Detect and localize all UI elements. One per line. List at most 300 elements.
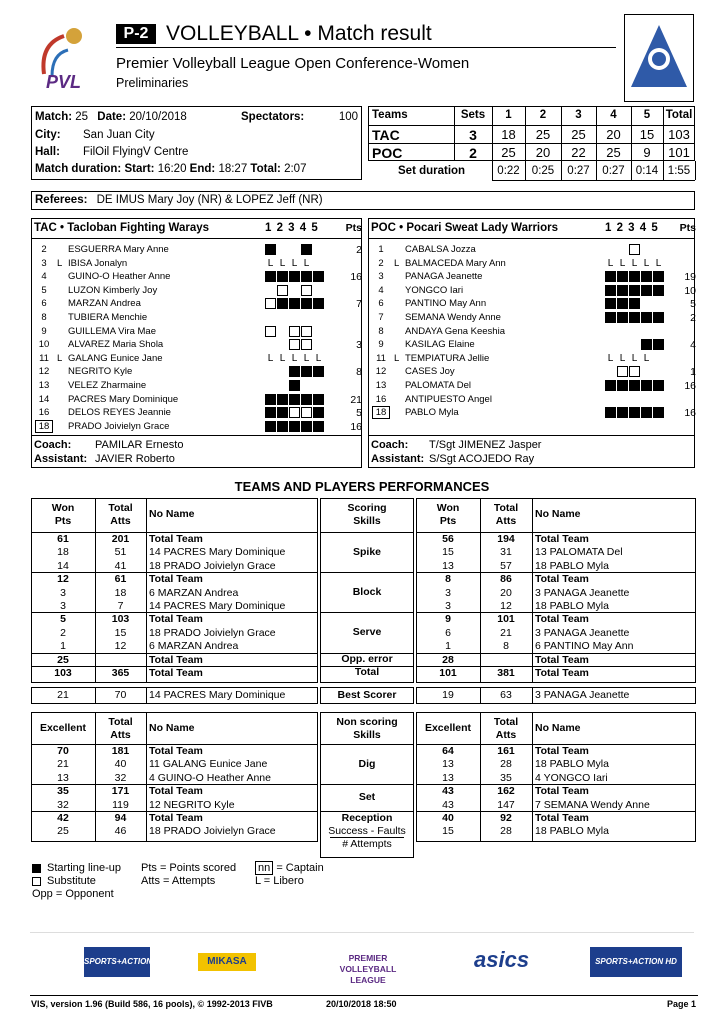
total-attempts: 31 <box>500 546 512 559</box>
player-set-squares <box>605 365 665 379</box>
total-team-label: Total Team <box>535 653 589 666</box>
won-points: 61 <box>57 533 69 545</box>
empty-set-slot <box>277 339 288 350</box>
player-points <box>672 325 696 339</box>
won-points: 15 <box>442 546 454 559</box>
end-time: 18:27 <box>218 163 248 175</box>
starting-square-icon <box>629 380 640 391</box>
libero-marker: L <box>394 352 400 364</box>
player-name: PABLO Myla <box>405 407 459 419</box>
libero-set-marker: L <box>619 257 626 269</box>
substitute-square-icon <box>301 339 312 350</box>
empty-set-slot <box>653 353 664 364</box>
player-number: 2 <box>41 244 47 255</box>
empty-set-slot <box>265 312 276 323</box>
player-number: 6 <box>378 298 384 310</box>
empty-set-slot <box>641 394 652 405</box>
set-duration-5: 0:14 <box>635 165 659 177</box>
total-attempts: 28 <box>500 825 512 838</box>
score-set-3: 25 <box>571 127 586 142</box>
set-duration-4: 0:27 <box>602 165 625 177</box>
starting-square-icon <box>313 298 324 309</box>
sports-vision-icon <box>625 15 693 101</box>
player-name: 6 MARZAN Andrea <box>149 586 239 599</box>
starting-square-icon <box>641 312 652 323</box>
empty-set-slot <box>301 312 312 323</box>
total-attempts: 119 <box>112 798 129 811</box>
starting-square-icon <box>617 380 628 391</box>
player-points: 7 <box>356 298 362 311</box>
player-set-squares <box>605 379 665 393</box>
player-set-squares <box>265 284 325 298</box>
header-won: Won <box>436 502 460 514</box>
column-rule <box>146 712 147 842</box>
total-attempts: 201 <box>111 533 130 545</box>
empty-set-slot <box>605 244 616 255</box>
player-name: ALVAREZ Maria Shola <box>68 339 164 351</box>
legend-captain: = Captain <box>276 862 324 874</box>
player-name: CASES Joy <box>405 366 455 378</box>
won-points: 56 <box>442 533 454 545</box>
header-total: Total <box>108 502 133 514</box>
player-set-squares <box>605 297 665 311</box>
total-attempts: 92 <box>500 812 512 824</box>
score-header-5: 4 <box>610 109 617 121</box>
total-label: Total: <box>250 163 281 175</box>
pvl-logo-text: PVL <box>46 72 82 92</box>
legend-captain-number: nn <box>255 861 273 875</box>
player-number: 1 <box>378 244 384 255</box>
empty-set-slot <box>605 339 616 350</box>
empty-set-slot <box>289 285 300 296</box>
starting-square-icon <box>32 864 41 873</box>
player-name: GUINO-O Heather Anne <box>68 271 171 283</box>
player-name: PANAGA Jeanette <box>405 271 483 283</box>
starting-square-icon <box>301 421 312 432</box>
match-date: 20/10/2018 <box>129 111 187 123</box>
total-attempts: 28 <box>500 758 512 771</box>
sponsor-asics-logo: asics <box>474 947 530 972</box>
total-attempts: 161 <box>497 745 515 757</box>
score-set-1: 18 <box>501 127 516 142</box>
hall-label: Hall: <box>35 146 60 158</box>
referees-label: Referees: <box>35 194 88 206</box>
score-set-2: 20 <box>535 145 551 160</box>
empty-set-slot <box>289 244 300 255</box>
empty-set-slot <box>313 380 324 391</box>
starting-square-icon <box>313 407 324 418</box>
player-name: ESGUERRA Mary Anne <box>68 244 169 255</box>
starting-square-icon <box>301 271 312 282</box>
legend-right <box>255 862 324 888</box>
player-number: 16 <box>375 393 387 405</box>
player-number: 7 <box>378 312 384 323</box>
player-points <box>672 257 696 271</box>
score-bottom-rule <box>492 180 695 181</box>
player-points <box>338 257 362 271</box>
score-set-1: 25 <box>501 145 516 160</box>
match-number: 25 <box>75 111 89 123</box>
player-number: 4 <box>378 284 384 296</box>
libero-set-marker: L <box>279 352 286 364</box>
set-duration-1: 0:22 <box>497 165 520 177</box>
set-duration-label: Set duration <box>398 165 466 177</box>
substitute-square-icon <box>629 244 640 255</box>
player-number: 13 <box>38 380 50 391</box>
score-set-5: 15 <box>639 127 655 142</box>
starting-square-icon <box>617 298 628 309</box>
won-points: 3 <box>60 586 66 599</box>
empty-set-slot <box>265 380 276 391</box>
row-rule <box>320 744 414 745</box>
player-number: 11 <box>39 352 49 364</box>
team_b-pts-label: Pts <box>679 222 696 234</box>
legend <box>32 862 121 901</box>
substitute-square-icon <box>629 366 640 377</box>
score-total: 103 <box>668 127 690 142</box>
footer-page: Page 1 <box>666 999 696 1009</box>
player-number: 14 <box>38 393 50 405</box>
empty-set-slot <box>277 244 288 255</box>
empty-set-slot <box>617 394 628 405</box>
empty-set-slot <box>653 298 664 309</box>
won-points: 2 <box>60 626 66 639</box>
player-points <box>672 352 696 366</box>
starting-square-icon <box>265 394 276 405</box>
match-row <box>35 110 187 124</box>
excellent-count: 70 <box>57 745 69 757</box>
starting-square-icon <box>641 380 652 391</box>
total-attempts: 35 <box>500 771 512 784</box>
player-name: 14 PACRES Mary Dominique <box>149 546 286 559</box>
starting-square-icon <box>277 394 288 405</box>
empty-set-slot <box>277 326 288 337</box>
total-team-label: Total Team <box>149 533 203 545</box>
best-scorer-name: 3 PANAGA Jeanette <box>535 689 630 701</box>
player-name: 18 PRADO Joivielyn Grace <box>149 559 276 572</box>
total-time: 2:07 <box>284 163 307 175</box>
team_a-staff-rule <box>31 435 362 436</box>
won-points: 103 <box>54 667 72 679</box>
total-team-label: Total Team <box>535 573 589 586</box>
skill-block: Block <box>352 585 382 598</box>
empty-set-slot <box>277 380 288 391</box>
sports-vision-text: SPORTS VISION <box>627 88 691 97</box>
player-points: 5 <box>690 298 696 311</box>
player-points: 16 <box>350 420 362 433</box>
player-name: VELEZ Zharmaine <box>68 380 147 391</box>
title-rule <box>116 47 616 48</box>
player-set-squares <box>605 311 665 325</box>
header-atts: Atts <box>495 515 517 527</box>
player-name: GALANG Eunice Jane <box>68 352 163 364</box>
empty-set-slot <box>617 339 628 350</box>
player-name: 4 GUINO-O Heather Anne <box>149 771 271 784</box>
page-title: VOLLEYBALL • Match result <box>166 22 432 45</box>
total-attempts <box>480 654 532 667</box>
match-label: Match: <box>35 111 73 123</box>
performances-title: TEAMS AND PLAYERS PERFORMANCES <box>234 479 490 494</box>
player-number: 3 <box>41 257 47 269</box>
total-attempts: 18 <box>114 586 127 599</box>
player-name: PALOMATA Del <box>405 380 471 391</box>
end-label: End: <box>189 163 216 175</box>
substitute-square-icon <box>265 326 276 337</box>
total-team-label: Total Team <box>149 785 203 798</box>
player-points: 16 <box>350 271 362 284</box>
score-sets: 2 <box>469 145 477 161</box>
header-skills: Skills <box>353 729 381 741</box>
won-points: 9 <box>445 613 451 626</box>
won-points: 14 <box>57 559 69 572</box>
player-set-squares <box>605 338 665 352</box>
substitute-square-icon <box>301 285 312 296</box>
hall-value: FilOil FlyingV Centre <box>83 146 189 158</box>
player-number: 9 <box>41 325 47 337</box>
starting-square-icon <box>605 285 616 296</box>
empty-set-slot <box>313 326 324 337</box>
empty-set-slot <box>617 244 628 255</box>
team_a-assistant: JAVIER Roberto <box>95 453 175 465</box>
starting-square-icon <box>629 271 640 282</box>
set-duration-total: 1:55 <box>667 165 691 177</box>
libero-marker: L <box>394 257 400 269</box>
starting-square-icon <box>629 407 640 418</box>
starting-square-icon <box>641 407 652 418</box>
libero-set-marker: L <box>607 352 614 364</box>
referees-row <box>35 193 323 207</box>
total-team-label: Total Team <box>535 533 589 545</box>
player-name: 7 SEMANA Wendy Anne <box>535 798 650 811</box>
header-atts: Atts <box>110 515 131 527</box>
player-set-squares <box>265 270 325 284</box>
legend-opp: Opp = Opponent <box>32 888 114 900</box>
libero-set-marker: L <box>291 257 298 269</box>
substitute-square-icon <box>617 366 628 377</box>
team_b-title: POC • Pocari Sweat Lady Warriors <box>371 222 559 234</box>
player-name: 4 YONGCO Iari <box>535 771 608 784</box>
total-team-label: Total Team <box>535 785 589 798</box>
row-rule <box>320 612 414 613</box>
starting-square-icon <box>313 421 324 432</box>
player-set-squares <box>265 420 325 434</box>
empty-set-slot <box>605 326 616 337</box>
skill-opp-error: Opp. error <box>341 652 393 665</box>
starting-square-icon <box>289 394 300 405</box>
total-attempts: 40 <box>114 758 127 771</box>
starting-square-icon <box>313 394 324 405</box>
player-name: ANTIPUESTO Angel <box>405 393 492 405</box>
total-attempts: 8 <box>503 640 509 653</box>
starting-square-icon <box>617 312 628 323</box>
starting-square-icon <box>313 366 324 377</box>
won-points: 3 <box>445 586 451 599</box>
substitute-square-icon <box>301 326 312 337</box>
player-name: GUILLEMA Vira Mae <box>68 325 157 337</box>
header-non-scoring: Non scoring <box>336 716 398 728</box>
header-scoring: Scoring <box>347 502 387 514</box>
pvl-logo-icon <box>34 14 102 100</box>
libero-set-marker: L <box>643 352 650 364</box>
starting-square-icon <box>617 271 628 282</box>
team_b-assistant-label: Assistant: <box>371 453 425 465</box>
starting-square-icon <box>617 407 628 418</box>
libero-set-marker: L <box>267 352 274 364</box>
starting-square-icon <box>277 298 288 309</box>
player-name: 18 PABLO Myla <box>535 559 609 572</box>
starting-square-icon <box>653 407 664 418</box>
set-duration-3: 0:27 <box>567 165 590 177</box>
spectators-label: Spectators: <box>241 111 305 123</box>
empty-set-slot <box>653 244 664 255</box>
total-attempts: 51 <box>114 546 127 559</box>
player-set-squares <box>265 338 325 352</box>
starting-square-icon <box>289 271 300 282</box>
skill-dig: Dig <box>358 757 376 770</box>
row-rule <box>320 532 414 533</box>
player-set-squares <box>605 270 665 284</box>
starting-square-icon <box>301 394 312 405</box>
player-points <box>338 352 362 366</box>
duration-row <box>35 162 306 176</box>
starting-square-icon <box>289 380 300 391</box>
player-set-squares <box>605 243 665 257</box>
starting-square-icon <box>289 366 300 377</box>
legend-substitute: Substitute <box>47 875 96 887</box>
player-name: 18 PABLO Myla <box>535 758 609 771</box>
total-attempts: 365 <box>111 667 130 679</box>
total-attempts: 7 <box>117 600 124 612</box>
skill-reception: Reception <box>341 812 393 824</box>
player-points: 1 <box>690 366 696 379</box>
player-name: 3 PANAGA Jeanette <box>535 626 630 639</box>
total-team-label: Total Team <box>149 653 203 666</box>
excellent-count: 13 <box>57 771 69 784</box>
team_a-assistant-label: Assistant: <box>34 453 88 465</box>
best-scorer-label: Best Scorer <box>337 689 397 701</box>
starting-square-icon <box>277 421 288 432</box>
player-name: SEMANA Wendy Anne <box>405 312 501 323</box>
player-name: CABALSA Jozza <box>405 244 476 255</box>
starting-square-icon <box>265 407 276 418</box>
substitute-square-icon <box>32 877 41 886</box>
referees-names: DE IMUS Mary Joy (NR) & LOPEZ Jeff (NR) <box>96 194 323 206</box>
legend-middle <box>141 862 236 888</box>
score-set-3: 22 <box>571 145 586 160</box>
sponsor-sports-action-logo: SPORTS+ACTION <box>84 947 150 977</box>
sponsor-banner <box>30 932 694 990</box>
substitute-square-icon <box>289 339 300 350</box>
excellent-count: 35 <box>57 785 69 798</box>
player-points: 10 <box>684 284 696 297</box>
player-name: PANTINO May Ann <box>405 298 487 310</box>
player-number: 4 <box>41 271 47 283</box>
player-name: 6 PANTINO May Ann <box>535 640 634 653</box>
empty-set-slot <box>313 285 324 296</box>
player-name: YONGCO Iari <box>405 284 464 296</box>
player-set-squares <box>265 393 325 407</box>
player-number: 18 <box>35 420 53 433</box>
player-name: 3 PANAGA Jeanette <box>535 586 630 599</box>
best-scorer-attempts: 70 <box>114 689 127 701</box>
player-set-squares <box>265 297 325 311</box>
won-points: 101 <box>439 667 457 679</box>
empty-set-slot <box>301 380 312 391</box>
empty-set-slot <box>641 366 652 377</box>
team_b-assistant: S/Sgt ACOJEDO Ray <box>429 453 535 465</box>
legend-pts: Pts = Points scored <box>141 862 237 874</box>
player-set-squares <box>265 352 325 366</box>
city-value: San Juan City <box>83 129 155 141</box>
starting-square-icon <box>653 380 664 391</box>
score-set-5: 9 <box>643 145 651 160</box>
player-set-squares <box>605 325 665 339</box>
score-row-rule <box>368 143 695 144</box>
excellent-count: 15 <box>442 825 454 838</box>
skill-total: Total <box>354 666 380 679</box>
player-points <box>338 284 362 298</box>
starting-square-icon <box>629 285 640 296</box>
empty-set-slot <box>605 394 616 405</box>
player-number: 13 <box>375 380 387 391</box>
empty-set-slot <box>265 285 276 296</box>
player-points <box>338 379 362 393</box>
won-points: 12 <box>57 573 69 586</box>
won-points: 6 <box>445 626 451 639</box>
substitute-square-icon <box>277 285 288 296</box>
player-name: LUZON Kimberly Joy <box>68 284 158 296</box>
player-points: 2 <box>690 312 696 324</box>
starting-square-icon <box>301 366 312 377</box>
player-set-squares <box>265 406 325 420</box>
excellent-count: 32 <box>57 798 69 811</box>
score-total: 101 <box>668 145 690 160</box>
libero-set-marker: L <box>267 257 274 269</box>
starting-square-icon <box>605 312 616 323</box>
duration-label: Match duration: <box>35 163 122 175</box>
row-rule <box>320 784 414 785</box>
player-set-squares <box>605 257 665 271</box>
starting-square-icon <box>605 407 616 418</box>
substitute-square-icon <box>301 407 312 418</box>
total-attempts: 171 <box>111 785 130 798</box>
libero-set-marker: L <box>291 352 298 364</box>
score-team-TAC: TAC <box>372 127 400 143</box>
team_b-coach: T/Sgt JIMENEZ Jasper <box>429 439 542 451</box>
total-attempts: 194 <box>497 533 515 545</box>
player-name: NEGRITO Kyle <box>68 366 133 378</box>
header-excellent: Excellent <box>39 722 87 734</box>
libero-set-marker: L <box>303 257 310 269</box>
player-name: 18 PABLO Myla <box>535 825 609 838</box>
player-points: 2 <box>356 244 362 256</box>
empty-set-slot <box>277 366 288 377</box>
player-name: 18 PABLO Myla <box>535 600 609 612</box>
starting-square-icon <box>629 298 640 309</box>
empty-set-slot <box>277 312 288 323</box>
empty-set-slot <box>653 326 664 337</box>
row-rule <box>320 572 414 573</box>
header-pts: Pts <box>439 515 457 527</box>
total-attempts: 12 <box>500 600 512 612</box>
total-attempts: 32 <box>114 771 127 784</box>
empty-set-slot <box>653 366 664 377</box>
starting-square-icon <box>301 244 312 255</box>
best-scorer-points: 19 <box>442 689 454 701</box>
header-won: Won <box>51 502 75 514</box>
column-rule <box>146 498 147 683</box>
best-scorer-name: 14 PACRES Mary Dominique <box>149 689 286 701</box>
